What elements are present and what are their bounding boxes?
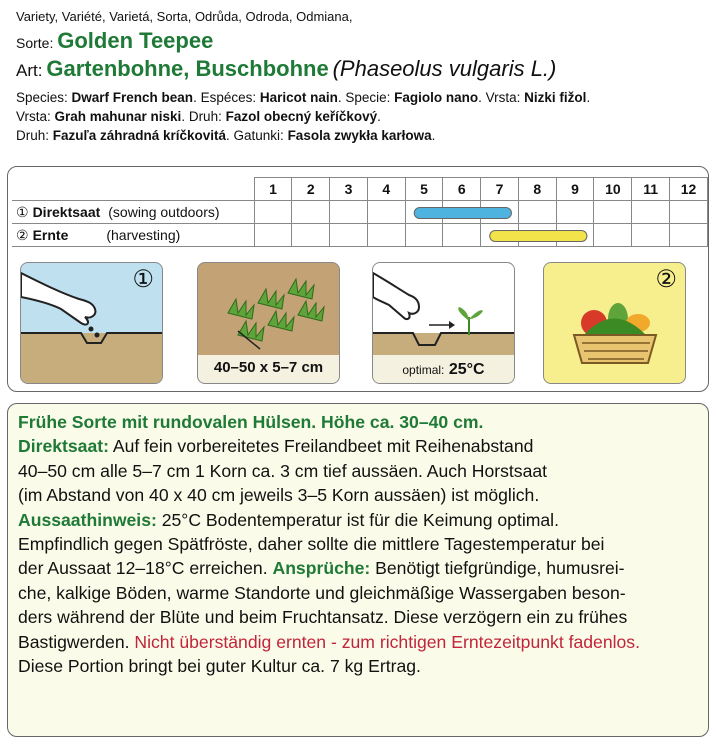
- yield-text: Diese Portion bringt bei guter Kultur ca. 7 kg Ertrag.: [18, 656, 421, 677]
- harvest-period-bar: [490, 231, 587, 242]
- species-lang-label: . Druh:: [181, 109, 226, 124]
- species-lang-value: Grah mahunar niski: [54, 109, 182, 124]
- aussaat-label: Aussaathinweis:: [18, 509, 157, 530]
- ansprueche-text-3: ders während der Blüte und beim Fruchtansatz. Diese verzögern ein zu frühes: [18, 607, 628, 628]
- direktsaat-text-3: (im Abstand von 40 x 40 cm jeweils 3–5 Korn aussäen) ist möglich.: [18, 485, 540, 506]
- sorte-label: Sorte:: [16, 35, 54, 51]
- sowing-step-marker: ①: [132, 266, 154, 293]
- species-lang-value: Fagiolo nano: [394, 90, 479, 105]
- ansprueche-text-4a: Bastigwerden.: [18, 631, 135, 652]
- species-lang-value: Haricot nain: [259, 90, 338, 105]
- seed-packet-header: [16, 8, 706, 145]
- art-label: Art:: [16, 61, 43, 80]
- calendar-row-marker: ①: [16, 203, 29, 220]
- month-cell-6: 6: [443, 178, 481, 201]
- species-lang-value: Fasola zwykła karłowa: [287, 128, 432, 143]
- species-lang-label: . Specie:: [337, 90, 395, 105]
- species-lang-label: Druh:: [16, 128, 53, 143]
- botanical-name: (Phaseolus vulgaris L.): [332, 56, 557, 81]
- calendar-row-note: (sowing outdoors): [108, 203, 220, 220]
- harvest-warning: Nicht überständig ernten - zum richtigen Erntezeitpunkt fadenlos.: [134, 631, 640, 652]
- intro-text: Frühe Sorte mit rundovalen Hülsen. Höhe ca. 30–40 cm.: [18, 412, 484, 432]
- species-lang-label: . Gatunki:: [226, 128, 288, 143]
- species-lang-label: Vrsta:: [16, 109, 55, 124]
- aussaat-text-3a: der Aussaat 12–18°C erreichen.: [18, 558, 273, 579]
- temperature-label: [373, 361, 514, 379]
- month-cell-10: 10: [594, 178, 632, 201]
- temperature-value: 25°C: [448, 361, 485, 378]
- direktsaat-para: [18, 434, 698, 458]
- aussaat-text-1: 25°C Bodentemperatur ist für die Keimung optimal.: [156, 509, 559, 530]
- species-lang-value: Nizki fižol: [524, 90, 587, 105]
- art-row: [16, 56, 706, 84]
- month-cell-2: 2: [292, 178, 330, 201]
- temperature-caption: optimal:: [402, 363, 445, 377]
- calendar-row-marker: ②: [16, 226, 29, 243]
- month-cell-9: 9: [556, 178, 594, 201]
- month-cell-1: 1: [254, 178, 292, 201]
- species-translations-line-2: [16, 107, 706, 126]
- species-translations-line-1: [16, 88, 706, 107]
- aussaat-para: [18, 508, 698, 532]
- row-spacing-icon: [197, 262, 340, 384]
- month-cell-5: 5: [405, 178, 443, 201]
- species-lang-label: Species:: [16, 90, 72, 105]
- calendar-row-name: Ernte: [32, 226, 69, 243]
- harvest-step-marker: ②: [655, 266, 677, 293]
- aussaat-text-3: [18, 556, 698, 580]
- sowing-hand-icon: [20, 262, 163, 384]
- ansprueche-text-1: Benötigt tiefgründige, humusrei-: [370, 558, 625, 579]
- species-translations-line-3: [16, 126, 706, 145]
- species-lang-value: Fazol obecný keříčkový: [225, 109, 378, 124]
- ansprueche-text-2: che, kalkige Böden, warme Standorte und gleichmäßige Wassergaben beson-: [18, 582, 626, 603]
- species-lang-label: . Espéces:: [193, 90, 260, 105]
- month-cell-7: 7: [481, 178, 519, 201]
- month-cell-8: 8: [518, 178, 556, 201]
- species-lang-label: .: [431, 128, 436, 143]
- aussaat-text-2: Empfindlich gegen Spätfröste, daher sollte die mittlere Tagestemperatur bei: [18, 534, 605, 555]
- ansprueche-text-4: [18, 630, 698, 654]
- spacing-label: 40–50 x 5–7 cm: [213, 359, 324, 376]
- calendar-row-name: Direktsaat: [32, 203, 101, 220]
- species-lang-label: .: [377, 109, 381, 124]
- month-cell-12: 12: [670, 178, 708, 201]
- month-cell-4: 4: [367, 178, 405, 201]
- species-name: Gartenbohne, Buschbohne: [46, 56, 329, 81]
- calendar-bars: [8, 167, 708, 257]
- germination-temp-icon: [372, 262, 515, 384]
- sowing-period-bar: [414, 208, 511, 219]
- harvest-basket-icon: [543, 262, 686, 384]
- cultivation-instructions: [7, 403, 709, 737]
- ansprueche-label: Ansprüche:: [272, 558, 371, 579]
- month-cell-11: 11: [632, 178, 670, 201]
- calendar-row-note: (harvesting): [106, 226, 181, 243]
- species-lang-label: .: [586, 90, 591, 105]
- variety-name: Golden Teepee: [57, 28, 214, 53]
- species-lang-value: Dwarf French bean: [71, 90, 194, 105]
- species-lang-value: Fazuľa záhradná kríčkovitá: [52, 128, 227, 143]
- variety-line: Variety, Variété, Varietá, Sorta, Odrůda, Odroda, Odmiana,: [16, 9, 353, 24]
- month-cell-3: 3: [330, 178, 368, 201]
- direktsaat-text-2: 40–50 cm alle 5–7 cm 1 Korn ca. 3 cm tief aussäen. Auch Horstsaat: [18, 460, 548, 481]
- species-lang-label: . Vrsta:: [478, 90, 525, 105]
- sorte-row: [16, 28, 706, 56]
- direktsaat-text-1: Auf fein vorbereitetes Freilandbeet mit Reihenabstand: [108, 436, 534, 457]
- direktsaat-label: Direktsaat:: [18, 436, 109, 457]
